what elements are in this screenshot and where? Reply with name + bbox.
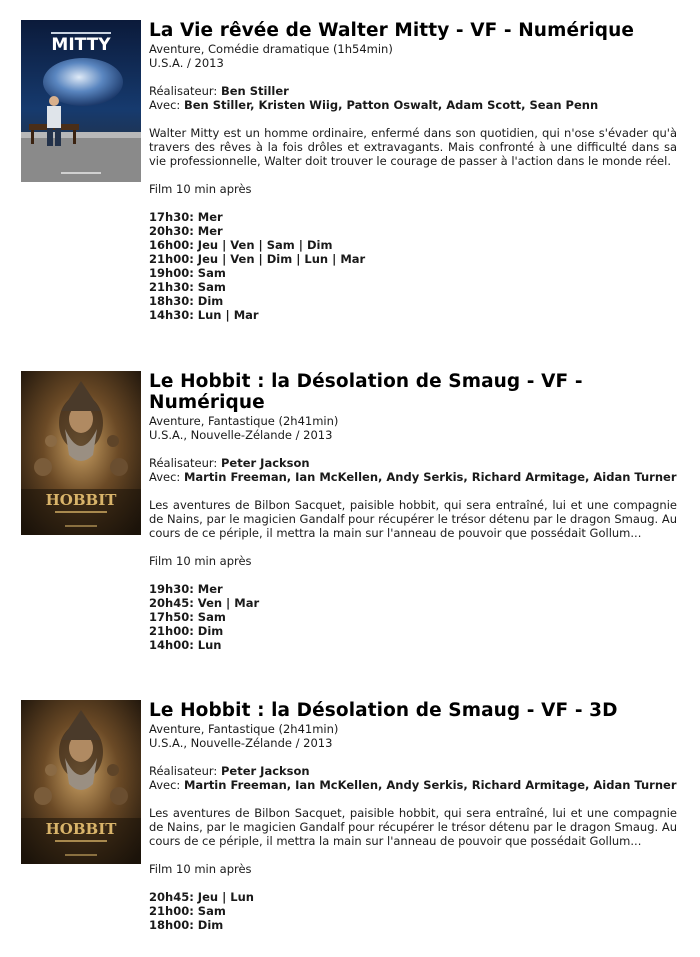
poster-title-text: HOBBIT [45,491,117,509]
poster-image [21,371,141,535]
showtime: 21h00: Sam [149,904,226,918]
showtime: 20h45: Jeu | Lun [149,890,254,904]
showtime: 21h30: Sam [149,280,226,294]
film-synopsis: Les aventures de Bilbon Sacquet, paisible hobbit, qui sera entraîné, lui et une compagnie de Nains, par le magicien Gandalf pour récupérer le trésor détenu par le dragon Smaug. Au cours de ce périple, il mettra la main sur l'anneau de pouvoir que possédait Gollum... [149,806,677,848]
film-title[interactable]: Le Hobbit : la Désolation de Smaug - VF - Numérique [149,371,583,413]
movie-poster[interactable] [21,20,141,182]
film-synopsis: Les aventures de Bilbon Sacquet, paisible hobbit, qui sera entraîné, lui et une compagnie de Nains, par le magicien Gandalf pour récupérer le trésor détenu par le dragon Smaug. Au cours de ce périple, il mettra la main sur l'anneau de pouvoir que possédait Gollum... [149,498,677,540]
showtime: 18h30: Dim [149,294,224,308]
poster-image [21,700,141,864]
cast-label: Avec: [149,98,181,112]
film-cast [149,778,677,792]
showtime: 19h00: Sam [149,266,226,280]
film-info [149,20,677,322]
poster-title-text: MITTY [51,35,111,55]
film-country-year: U.S.A., Nouvelle-Zélande / 2013 [149,428,333,442]
director-label: Réalisateur: [149,456,218,470]
showtime: 21h00: Jeu | Ven | Dim | Lun | Mar [149,252,366,266]
showtime: 17h50: Sam [149,610,226,624]
showtime: 16h00: Jeu | Ven | Sam | Dim [149,238,333,252]
showtimes-list [149,890,677,932]
movie-poster[interactable] [21,700,141,864]
director-name: Peter Jackson [220,456,310,470]
showtimes-list [149,210,677,322]
showtimes-list [149,582,677,652]
film-synopsis: Walter Mitty est un homme ordinaire, enfermé dans son quotidien, qui n'ose s'évader qu'à travers des rêves à la fois drôles et extravagants. Mais confronté à une difficulté dans sa vie professionnelle, Walter doit trouver le courage de passer à l'action dans le monde réel. [149,126,677,168]
showtime: 14h30: Lun | Mar [149,308,259,322]
film-note: Film 10 min après [149,862,252,876]
cast-label: Avec: [149,470,181,484]
showtime: 20h30: Mer [149,224,223,238]
film-genre: Aventure, Fantastique (2h41min) [149,414,339,428]
film-note: Film 10 min après [149,554,252,568]
showtime: 19h30: Mer [149,582,223,596]
film-country-year: U.S.A. / 2013 [149,56,224,70]
film-director [149,764,677,778]
movie-poster[interactable] [21,371,141,535]
director-label: Réalisateur: [149,84,218,98]
film-title[interactable]: Le Hobbit : la Désolation de Smaug - VF - 3D [149,700,618,721]
showtime: 17h30: Mer [149,210,223,224]
film-country-year: U.S.A., Nouvelle-Zélande / 2013 [149,736,333,750]
poster-image [21,20,141,182]
showtime: 14h00: Lun [149,638,222,652]
film-cast [149,98,677,112]
film-info [149,371,677,652]
showtime: 21h00: Dim [149,624,224,638]
film-genre: Aventure, Fantastique (2h41min) [149,722,339,736]
film-cast [149,470,677,484]
cast-names: Ben Stiller, Kristen Wiig, Patton Oswalt, Adam Scott, Sean Penn [183,98,599,112]
director-label: Réalisateur: [149,764,218,778]
showtime: 18h00: Dim [149,918,224,932]
film-genre: Aventure, Comédie dramatique (1h54min) [149,42,393,56]
film-note: Film 10 min après [149,182,252,196]
director-name: Ben Stiller [220,84,289,98]
film-director [149,456,677,470]
film-title[interactable]: La Vie rêvée de Walter Mitty - VF - Numérique [149,20,635,41]
cast-label: Avec: [149,778,181,792]
film-info [149,700,677,932]
cast-names: Martin Freeman, Ian McKellen, Andy Serkis, Richard Armitage, Aidan Turner [183,470,677,484]
film-director [149,84,677,98]
cast-names: Martin Freeman, Ian McKellen, Andy Serkis, Richard Armitage, Aidan Turner [183,778,677,792]
director-name: Peter Jackson [220,764,310,778]
poster-title-text: HOBBIT [45,820,117,838]
showtime: 20h45: Ven | Mar [149,596,260,610]
